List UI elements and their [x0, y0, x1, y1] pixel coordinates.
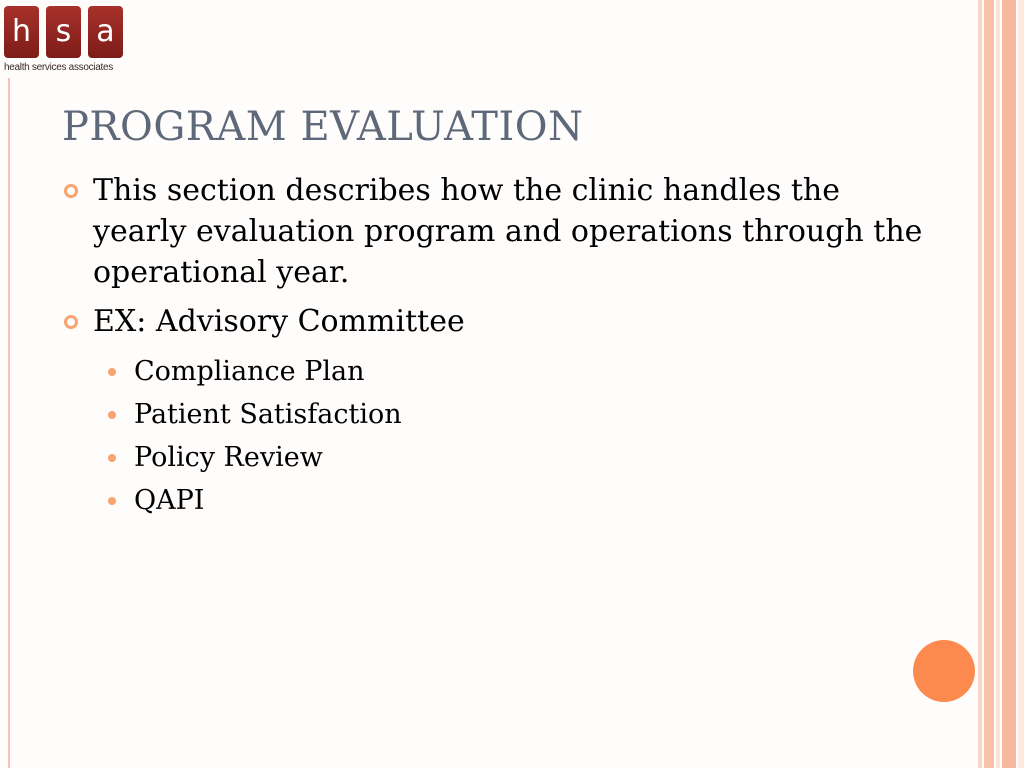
dot-bullet-icon [108, 497, 116, 505]
bullet-text: EX: Advisory Committee [93, 304, 465, 339]
sub-bullet-text: Compliance Plan [134, 356, 365, 387]
logo-letter-h: h [4, 6, 39, 58]
slide-title: PROGRAM EVALUATION [62, 104, 584, 150]
slide-content [62, 170, 942, 522]
sub-bullet-text: QAPI [134, 485, 205, 516]
bullet-text: This section describes how the clinic handles the yearly evaluation program and operations through the operational year. [93, 173, 923, 290]
circle-bullet-icon [64, 315, 78, 329]
left-border-line [8, 78, 10, 768]
sub-bullet-text: Policy Review [134, 442, 323, 473]
right-stripe [1002, 0, 1016, 768]
logo-letter-a: a [88, 6, 123, 58]
dot-bullet-icon [108, 411, 116, 419]
sub-bullet-item [62, 350, 942, 393]
circle-bullet-icon [64, 184, 78, 198]
hsa-logo [4, 6, 128, 76]
right-stripe [1018, 0, 1024, 768]
logo-subtitle: health services associates [4, 62, 113, 73]
dot-bullet-icon [108, 454, 116, 462]
dot-bullet-icon [108, 368, 116, 376]
right-stripe [984, 0, 994, 768]
bullet-item [62, 301, 942, 342]
sub-bullet-list [62, 350, 942, 522]
decorative-circle [913, 640, 975, 702]
sub-bullet-text: Patient Satisfaction [134, 399, 402, 430]
logo-letter-s: s [46, 6, 81, 58]
bullet-item [62, 170, 942, 293]
sub-bullet-item [62, 436, 942, 479]
sub-bullet-item [62, 393, 942, 436]
right-stripe [996, 0, 1000, 768]
right-stripe [978, 0, 982, 768]
sub-bullet-item [62, 479, 942, 522]
